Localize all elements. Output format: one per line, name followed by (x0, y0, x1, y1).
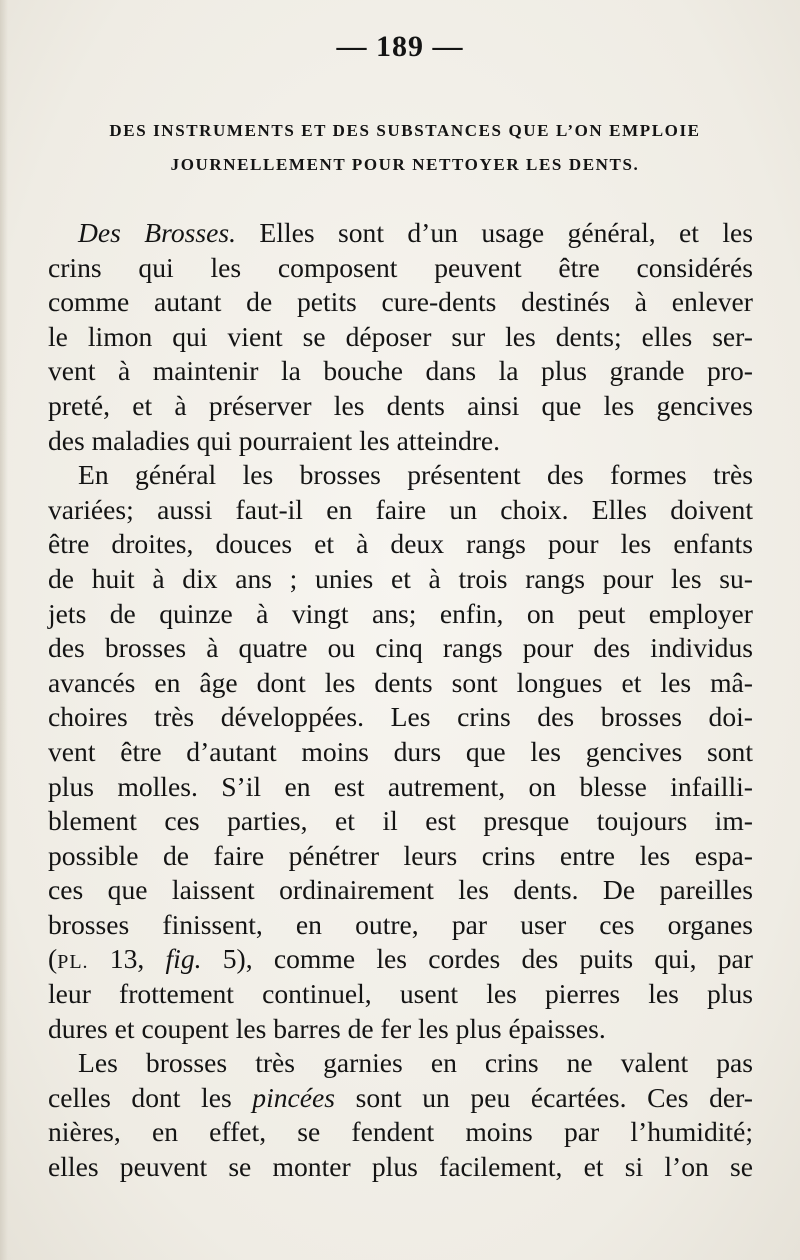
text-line: le limon qui vient se déposer sur les dents; elles ser- (48, 320, 753, 352)
text-line: plus molles. S’il en est autrement, on blesse infailli- (48, 770, 753, 802)
text-line: des maladies qui pourraient les atteindre. (48, 424, 501, 456)
italic-lead: Des Brosses. (78, 217, 237, 248)
plate-abbrev: PL. (57, 951, 89, 974)
text-line: preté, et à préserver les dents ainsi que les gencives (48, 389, 753, 421)
text-line: être droites, douces et à deux rangs pour les enfants (48, 528, 753, 560)
text-line: Des Brosses. Elles sont d’un usage général, et les (78, 217, 753, 248)
text-line: celles dont les pincées sont un peu écartées. Ces der- (48, 1081, 753, 1113)
text-line: dures et coupent les barres de fer les plus épaisses. (48, 1012, 606, 1044)
text-line: comme autant de petits cure-dents destinés à enlever (48, 286, 753, 318)
text-line: ces que laissent ordinairement les dents. De pareilles (48, 874, 753, 906)
section-heading-line-1: DES INSTRUMENTS ET DES SUBSTANCES QUE L’ON EMPLOIE (109, 121, 701, 140)
text-line: avancés en âge dont les dents sont longues et les mâ- (48, 666, 753, 698)
text-line: crins qui les composent peuvent être considérés (48, 251, 753, 283)
italic-word: pincées (252, 1081, 336, 1113)
text-line: Les brosses très garnies en crins ne valent pas (78, 1047, 753, 1079)
text-line: nières, en effet, se fendent moins par l’humidité; (48, 1116, 753, 1148)
text-line: vent à maintenir la bouche dans la plus grande pro- (48, 355, 753, 387)
text-line: elles peuvent se monter plus facilement, et si l’on se (48, 1151, 753, 1183)
text-line: leur frottement continuel, usent les pierres les plus (48, 978, 753, 1010)
text-line: jets de quinze à vingt ans; enfin, on peut employer (48, 597, 753, 629)
text-line: de huit à dix ans ; unies et à trois rangs pour les su- (48, 562, 753, 594)
text-line: possible de faire pénétrer leurs crins entre les espa- (48, 839, 753, 871)
text-line-plate-reference: (PL. 13, fig. 5), comme les cordes des puits qui, par (48, 943, 753, 975)
text-line: des brosses à quatre ou cinq rangs pour des individus (48, 632, 753, 664)
text-line: vent être d’autant moins durs que les gencives sont (48, 735, 753, 767)
section-heading-line-2: JOURNELLEMENT POUR NETTOYER LES DENTS. (170, 155, 640, 174)
text-line: brosses finissent, en outre, par user ces organes (48, 908, 753, 940)
body-text (48, 216, 753, 1185)
text-line: blement ces parties, et il est presque toujours im- (48, 805, 753, 837)
page-edge-shadow (0, 0, 8, 1260)
text-line: En général les brosses présentent des formes très (78, 459, 753, 491)
page-number: — 189 — (336, 30, 464, 63)
text-line: variées; aussi faut-il en faire un choix. Elles doivent (48, 493, 753, 525)
figure-abbrev: fig. (165, 943, 202, 975)
text-line: choires très développées. Les crins des brosses doi- (48, 701, 753, 733)
